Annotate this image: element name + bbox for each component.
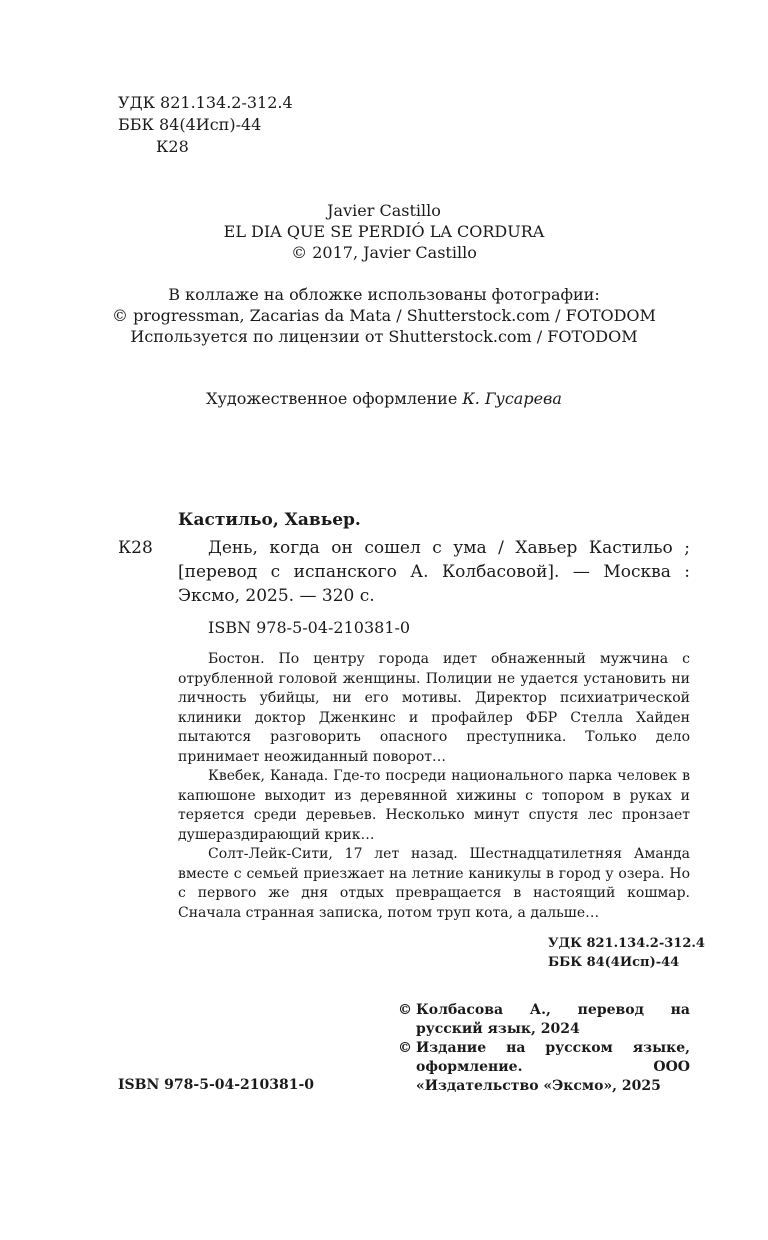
bbk-code: ББК 84(4Исп)-44 <box>118 115 262 134</box>
copyright-text: Колбасова А., перевод на русский язык, 2024 <box>416 1002 690 1037</box>
copyrights-block <box>398 1001 690 1096</box>
bib-code: К28 <box>118 538 153 558</box>
annotation-paragraph: Бостон. По центру города идет обнаженный мужчина с отрубленной головой женщины. Полиции не удается установить ни личность убийцы, ни его мотивы. Директор психиатрической клиники доктор Дженкинс и профайлер ФБР Стелла Хайден пытаются разговорить опасного преступника. Только дело принимает неожиданный поворот… <box>178 651 690 765</box>
author-sign: К28 <box>156 137 189 156</box>
bib-author: Кастильо, Хавьер. <box>178 510 361 530</box>
annotation-paragraph: Квебек, Канада. Где-то посреди национального парка человек в капюшоне выходит из деревянной хижины с топором в руках и теряется среди деревьев. Несколько минут спустя лес пронзает душераздирающий крик… <box>178 768 690 843</box>
annotation-paragraph: Солт-Лейк-Сити, 17 лет назад. Шестнадцатилетняя Аманда вместе с семьей приезжает на летние каникулы в город у озера. Но с первого же дня отдых превращается в настоящий кошмар. Сначала странная записка, потом труп кота, а дальше… <box>178 846 690 921</box>
bib-description-text: День, когда он сошел с ума / Хавьер Кастильо ; [перевод с испанского А. Колбасовой]. — Москва : Эксмо, 2025. — 320 с. <box>178 538 690 606</box>
original-author: Javier Castillo <box>327 201 441 220</box>
copyright-mark: © <box>398 1040 412 1056</box>
cover-credits-line: В коллаже на обложке использованы фотографии: <box>168 285 600 304</box>
copyright-entry <box>398 1001 690 1039</box>
classification-block <box>118 92 293 158</box>
udk-code: УДК 821.134.2-312.4 <box>118 93 293 112</box>
bottom-bbk: ББК 84(4Исп)-44 <box>548 955 680 970</box>
copyright-entry <box>398 1039 690 1096</box>
bib-isbn: ISBN 978-5-04-210381-0 <box>208 618 411 637</box>
original-copyright: © 2017, Javier Castillo <box>291 243 477 262</box>
design-label: Художественное оформление <box>206 389 463 408</box>
copyright-mark: © <box>398 1002 412 1018</box>
designer-name: К. Гусарева <box>462 389 562 408</box>
cover-credits-block <box>0 284 768 347</box>
isbn-bottom: ISBN 978-5-04-210381-0 <box>118 1077 315 1093</box>
bottom-udk: УДК 821.134.2-312.4 <box>548 936 705 951</box>
copyright-text: Издание на русском языке, оформление. ООО «Издательство «Эксмо», 2025 <box>416 1040 690 1094</box>
original-title: EL DIA QUE SE PERDIÓ LA CORDURA <box>223 222 545 241</box>
bottom-codes <box>548 934 705 972</box>
annotation <box>178 650 690 923</box>
design-credit <box>0 388 768 409</box>
cover-credits-line: Используется по лицензии от Shutterstock.com / FOTODOM <box>130 327 638 346</box>
original-edition-block <box>0 200 768 263</box>
cover-credits-line: © progressman, Zacarias da Mata / Shutterstock.com / FOTODOM <box>112 306 656 325</box>
bib-description <box>178 536 690 608</box>
